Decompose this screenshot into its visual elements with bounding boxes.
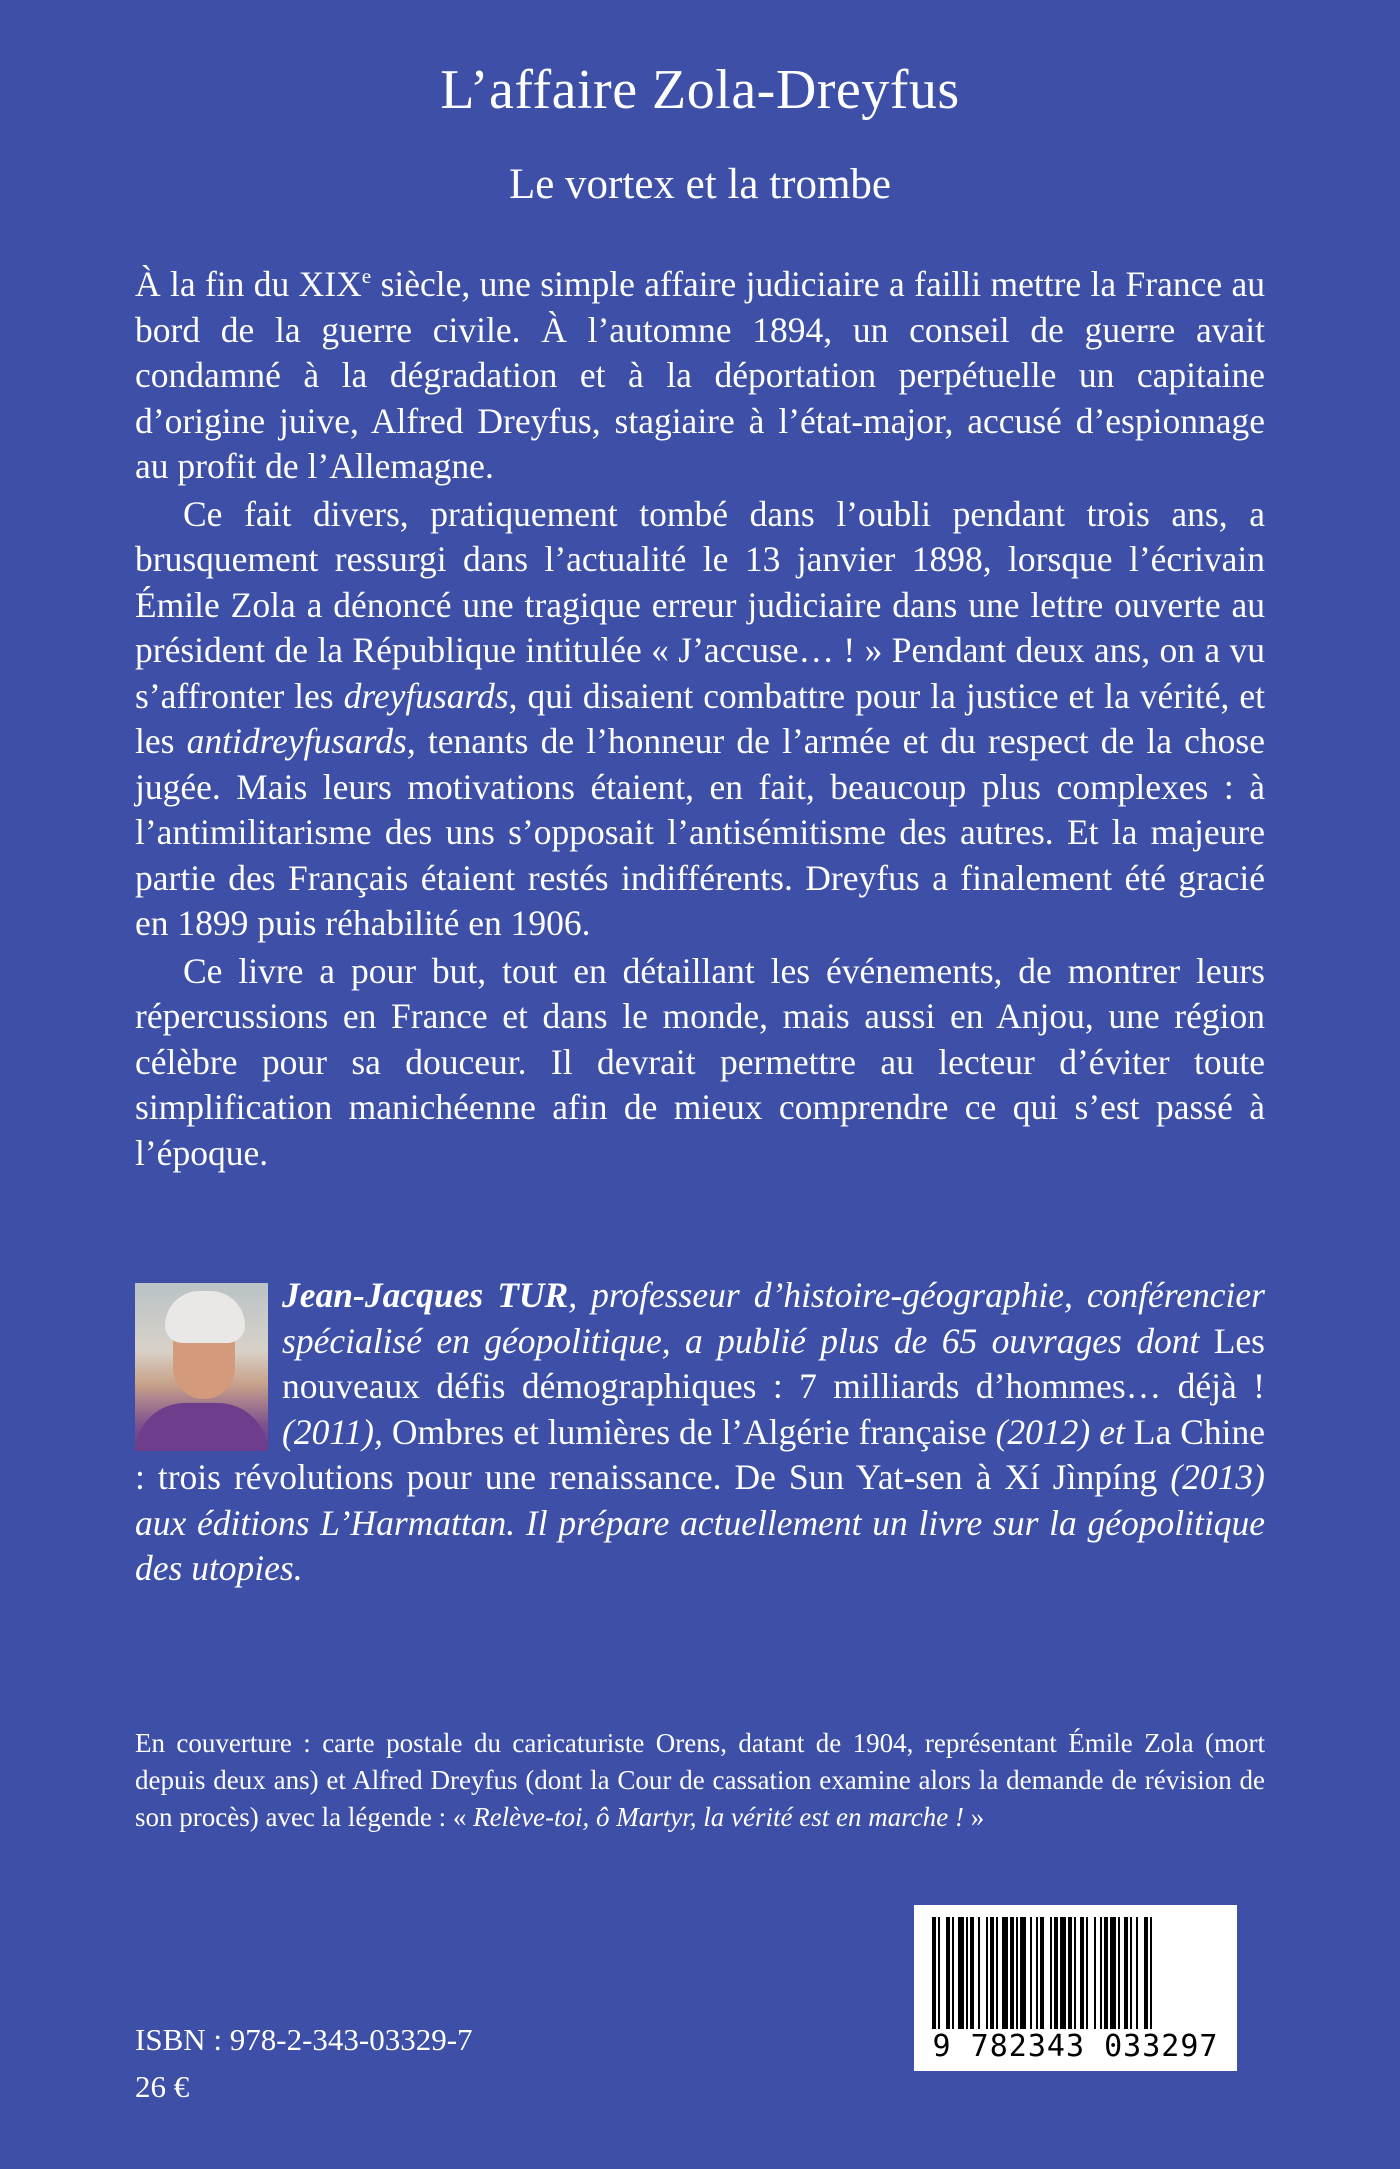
- book-reference: La Chine : trois révolutions pour une renaissance. De Sun Yat-sen à Xí Jìnpíng: [135, 1411, 1265, 1497]
- barcode-number: 9 782343 033297: [932, 2029, 1219, 2064]
- summary-paragraph-1: À la fin du XIXe siècle, une simple affaire judiciaire a failli mettre la France au bord de la guerre civile. À l’automne 1894, un conseil de guerre avait condamné à la dégradation et à la déportation perpétuelle un capitaine d’origine juive, Alfred Dreyfus, stagiaire à l’état-major, accusé d’espionnage au profit de l’Allemagne.: [135, 264, 1265, 486]
- summary-paragraph-3: Ce livre a pour but, tout en détaillant les événements, de montrer leurs répercussions en France et dans le monde, mais aussi en Anjou, une région célèbre pour sa douceur. Il devrait permettre au lecteur d’éviter toute simplification manichéenne afin de mieux comprendre ce qui s’est passé à l’époque.: [135, 950, 1265, 1173]
- author-name: Jean-Jacques TUR: [282, 1275, 569, 1315]
- price: 26 €: [135, 2069, 190, 2104]
- book-reference: Les nouveaux défis démographiques : 7 milliards d’hommes… déjà !: [282, 1320, 1265, 1406]
- summary-paragraph-2: Ce fait divers, pratiquement tombé dans l’oubli pendant trois ans, a brusquement ressurgi dans l’actualité le 13 janvier 1898, lorsque l’écrivain Émile Zola a dénoncé une tragique erreur judiciaire dans une lettre ouverte au président de la République intitulée « J’accuse… ! » Pendant deux ans, on a vu s’affronter les dreyfusards, qui disaient combattre pour la justice et la vérité, et les antidreyfusards, tenants de l’honneur de l’armée et du respect de la chose jugée. Mais leurs motivations étaient, en fait, beaucoup plus complexes : à l’antimilitarisme des uns s’opposait l’antisémitisme des autres. Et la majeure partie des Français étaient restés indifférents. Dreyfus a finalement été gracié en 1899 puis réhabilité en 1906.: [135, 493, 1265, 943]
- barcode: [914, 1905, 1237, 2071]
- isbn: ISBN : 978-2-343-03329-7: [135, 2022, 473, 2057]
- barcode-icon: [928, 1917, 1223, 2029]
- author-photo: [135, 1283, 268, 1451]
- summary-text: [135, 262, 1265, 1176]
- author-bio: Jean-Jacques TUR, professeur d’histoire-géographie, conférencier spécialisé en géopolitique, a publié plus de 65 ouvrages dont Les nouveaux défis démographiques : 7 milliards d’hommes… déjà ! (2011), Ombres et lumières de l’Algérie française (2012) et La Chine : trois révolutions pour une renaissance. De Sun Yat-sen à Xí Jìnpíng (2013) aux éditions L’Harmattan. Il prépare actuellement un livre sur la géopolitique des utopies.: [135, 1275, 1265, 1588]
- book-title: L’affaire Zola-Dreyfus: [440, 59, 960, 121]
- cover-caption: En couverture : carte postale du caricaturiste Orens, datant de 1904, représentant Émile Zola (mort depuis deux ans) et Alfred Dreyfus (dont la Cour de cassation examine alors la demande de révision de son procès) avec la légende : « Relève-toi, ô Martyr, la vérité est en marche ! »: [135, 1728, 1265, 1832]
- book-reference: Ombres et lumières de l’Algérie française: [391, 1411, 987, 1452]
- book-subtitle: Le vortex et la trombe: [508, 161, 892, 208]
